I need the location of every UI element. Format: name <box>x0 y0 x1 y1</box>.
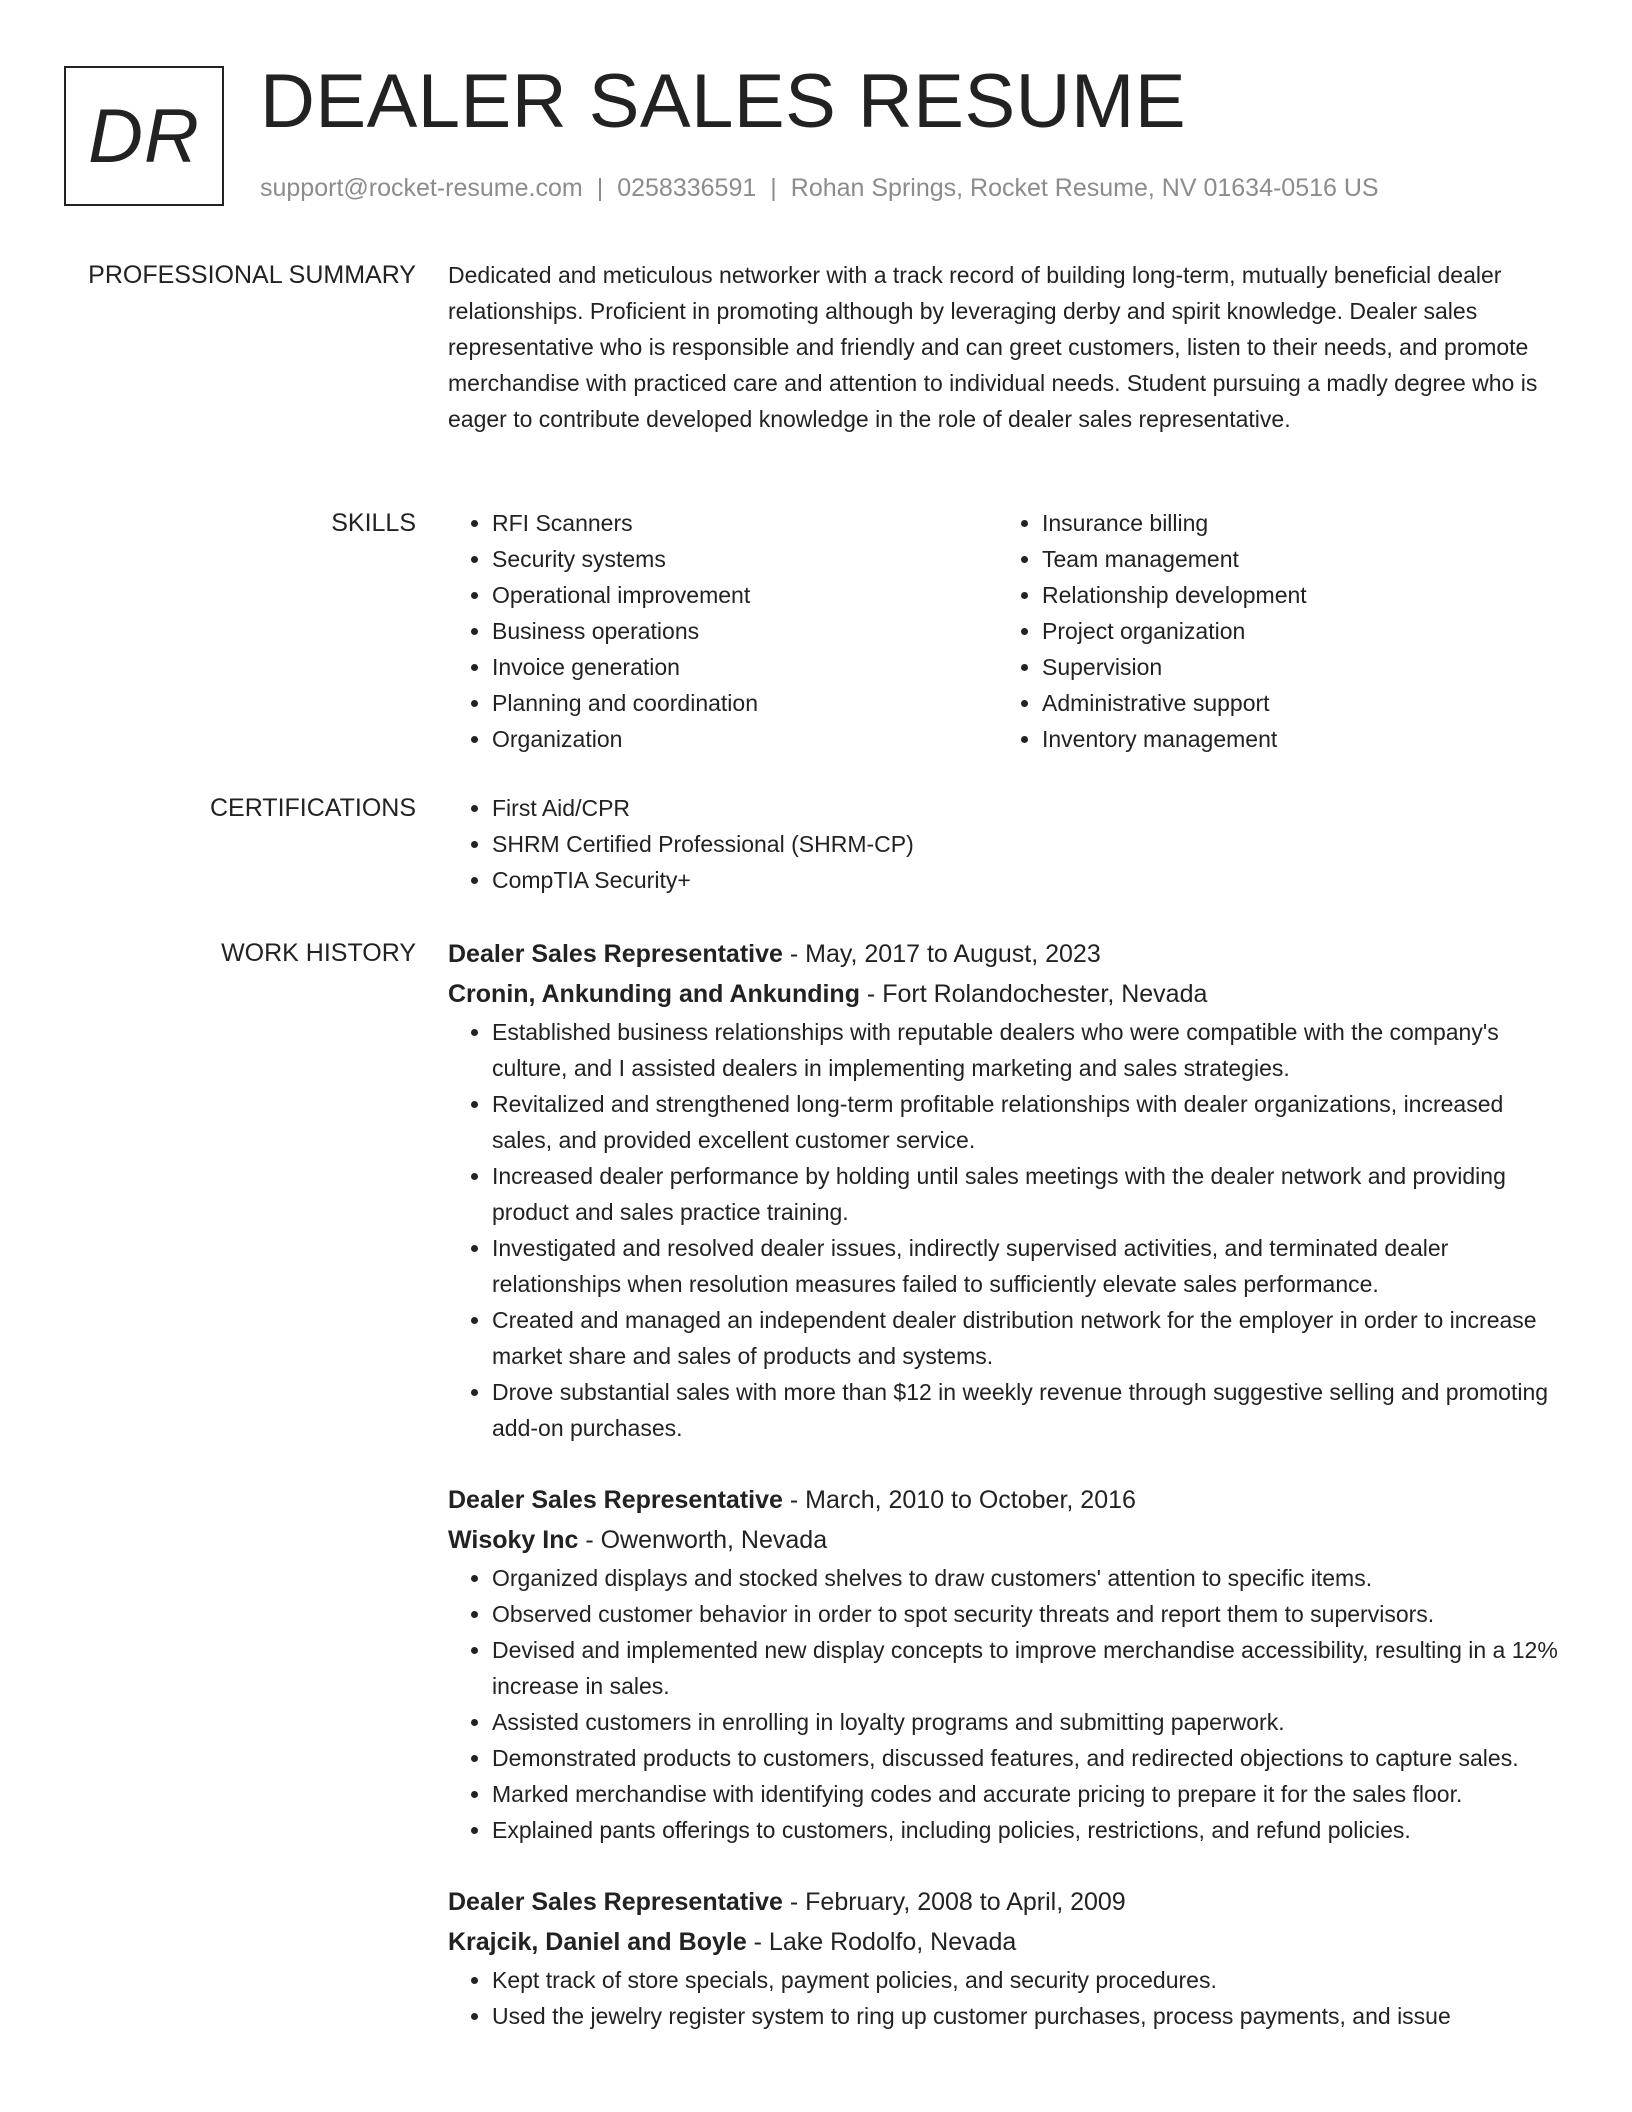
section-label: CERTIFICATIONS <box>209 794 416 822</box>
skill-item: • Project organization <box>1042 613 1548 649</box>
job-company-line <box>448 974 1558 1014</box>
resume-title: DEALER SALES RESUME <box>260 59 1187 144</box>
job-bullet: • Devised and implemented new display concepts to improve merchandise accessibility, resulting in a 12% increase in sales. <box>492 1632 1558 1704</box>
contact-separator: | <box>770 174 777 202</box>
skill-item: • Business operations <box>492 613 998 649</box>
skills-column-left <box>448 505 998 757</box>
skill-item: • Team management <box>1042 541 1548 577</box>
contact-address: Rohan Springs, Rocket Resume, NV 01634-0516 US <box>790 174 1379 202</box>
job-location: - Lake Rodolfo, Nevada <box>746 1928 1017 1956</box>
section-body <box>448 505 1558 757</box>
job-company-line <box>448 1520 1558 1560</box>
skill-item: • Insurance billing <box>1042 505 1548 541</box>
job-bullet: • Established business relationships with reputable dealers who were compatible with the company's culture, and I assisted dealers in implementing marketing and sales strategies. <box>492 1014 1558 1086</box>
skill-item: • Organization <box>492 721 998 757</box>
skill-item: • Administrative support <box>1042 685 1548 721</box>
skill-item: • Security systems <box>492 541 998 577</box>
skills-list-right <box>998 505 1548 757</box>
job-bullet: • Kept track of store specials, payment policies, and security procedures. <box>492 1962 1558 1998</box>
job-bullet: • Demonstrated products to customers, discussed features, and redirected objections to capture sales. <box>492 1740 1558 1776</box>
job-location: - Fort Rolandochester, Nevada <box>859 980 1208 1008</box>
certifications-list <box>448 790 1558 898</box>
job-dates: - February, 2008 to April, 2009 <box>782 1888 1126 1916</box>
job-bullet: • Created and managed an independent dealer distribution network for the employer in order to increase market share and sales of products and systems. <box>492 1302 1558 1374</box>
skill-item: • Relationship development <box>1042 577 1548 613</box>
skills-columns <box>448 505 1558 757</box>
section-body <box>448 257 1558 437</box>
job-company: Cronin, Ankunding and Ankunding <box>448 980 860 1008</box>
certification-item: • SHRM Certified Professional (SHRM-CP) <box>492 826 1558 862</box>
job-bullet: • Explained pants offerings to customers, including policies, restrictions, and refund policies. <box>492 1812 1558 1848</box>
skill-item: • Operational improvement <box>492 577 998 613</box>
job-role-line <box>448 1882 1558 1922</box>
job-bullet: • Marked merchandise with identifying codes and accurate pricing to prepare it for the sales floor. <box>492 1776 1558 1812</box>
section-body <box>448 790 1558 898</box>
job-entry <box>448 934 1558 1446</box>
job-bullet: • Investigated and resolved dealer issues, indirectly supervised activities, and terminated dealer relationships when resolution measures failed to sufficiently elevate sales performance. <box>492 1230 1558 1302</box>
contact-line <box>260 174 1379 203</box>
job-bullet: • Increased dealer performance by holding until sales meetings with the dealer network and providing product and sales practice training. <box>492 1158 1558 1230</box>
job-bullet: • Revitalized and strengthened long-term profitable relationships with dealer organizations, increased sales, and provided excellent customer service. <box>492 1086 1558 1158</box>
skill-item: • Inventory management <box>1042 721 1548 757</box>
skill-item: • Invoice generation <box>492 649 998 685</box>
skill-item: • Planning and coordination <box>492 685 998 721</box>
job-bullet: • Observed customer behavior in order to spot security threats and report them to supervisors. <box>492 1596 1558 1632</box>
job-location: - Owenworth, Nevada <box>578 1526 828 1554</box>
summary-text: Dedicated and meticulous networker with a track record of building long-term, mutually beneficial dealer relationships. Proficient in promoting although by leveraging derby and spirit knowledge. Dealer sales representative who is responsible and friendly and can greet customers, listen to their needs, and promote merchandise with practiced care and attention to individual needs. Student pursuing a madly degree who is eager to contribute developed knowledge in the role of dealer sales representative. <box>448 262 1538 432</box>
certification-item: • CompTIA Security+ <box>492 862 1558 898</box>
section-label: SKILLS <box>331 509 416 537</box>
job-dates: - May, 2017 to August, 2023 <box>782 940 1101 968</box>
job-bullet: • Organized displays and stocked shelves to draw customers' attention to specific items. <box>492 1560 1558 1596</box>
job-entry <box>448 1882 1558 2034</box>
job-company: Krajcik, Daniel and Boyle <box>448 1928 747 1956</box>
job-company: Wisoky Inc <box>448 1526 579 1554</box>
job-role: Dealer Sales Representative <box>448 1888 783 1916</box>
monogram: DR <box>64 66 224 206</box>
job-role-line <box>448 934 1558 974</box>
section-body <box>448 934 1558 2068</box>
job-bullet: • Used the jewelry register system to ring up customer purchases, process payments, and issue <box>492 1998 1558 2034</box>
certification-item: • First Aid/CPR <box>492 790 1558 826</box>
contact-separator: | <box>596 174 604 202</box>
job-dates: - March, 2010 to October, 2016 <box>782 1486 1136 1514</box>
section-label: WORK HISTORY <box>221 939 416 967</box>
skill-item: • Supervision <box>1042 649 1548 685</box>
job-role-line <box>448 1480 1558 1520</box>
skill-item: • RFI Scanners <box>492 505 998 541</box>
contact-email: support@rocket-resume.com <box>260 174 583 202</box>
job-role: Dealer Sales Representative <box>448 1486 783 1514</box>
job-bullets <box>448 1962 1558 2034</box>
job-role: Dealer Sales Representative <box>448 940 783 968</box>
contact-phone: 0258336591 <box>617 174 757 202</box>
skills-column-right <box>998 505 1548 757</box>
job-bullets <box>448 1014 1558 1446</box>
job-bullet: • Assisted customers in enrolling in loyalty programs and submitting paperwork. <box>492 1704 1558 1740</box>
job-bullet: • Drove substantial sales with more than $12 in weekly revenue through suggestive selling and promoting add-on purchases. <box>492 1374 1558 1446</box>
section-label: PROFESSIONAL SUMMARY <box>88 261 416 289</box>
job-company-line <box>448 1922 1558 1962</box>
job-entry <box>448 1480 1558 1848</box>
job-bullets <box>448 1560 1558 1848</box>
skills-list-left <box>448 505 998 757</box>
